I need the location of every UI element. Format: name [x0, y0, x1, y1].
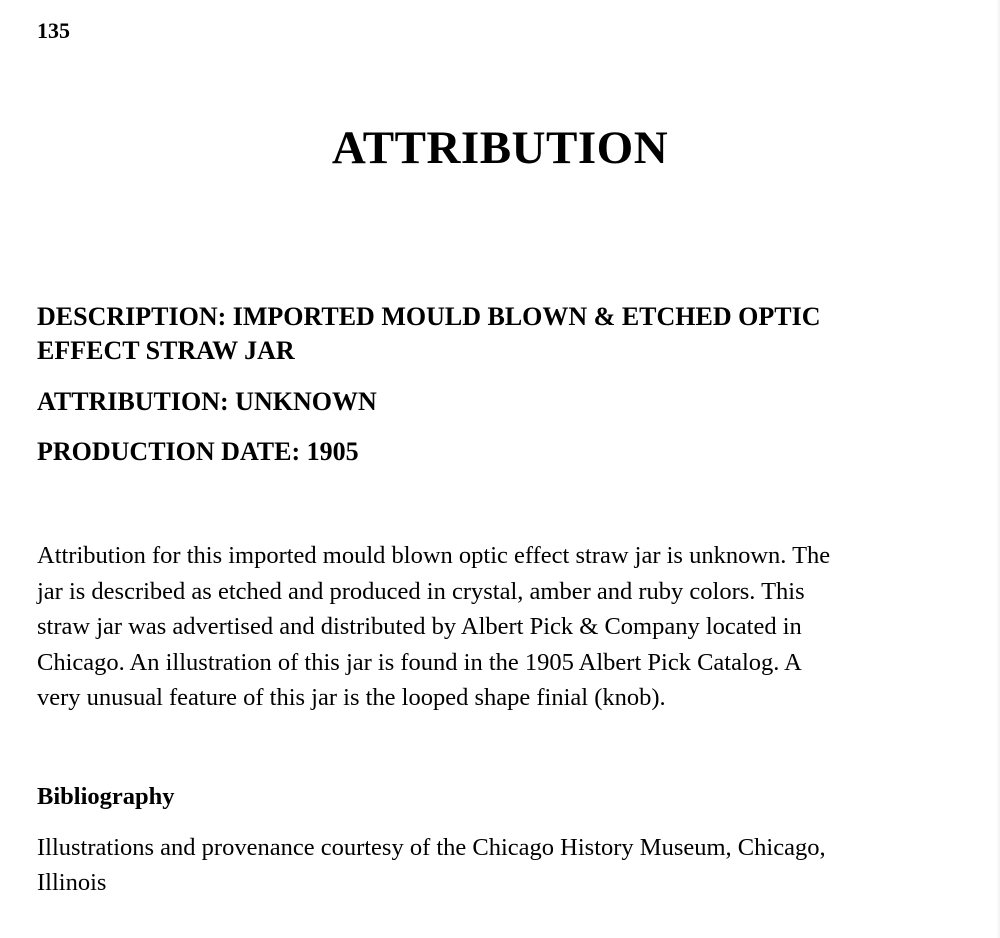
bibliography-text: [37, 830, 977, 900]
body-line: Chicago. An illustration of this jar is found in the 1905 Albert Pick Catalog. A: [37, 648, 802, 676]
body-line: straw jar was advertised and distributed by Albert Pick & Company located in: [37, 613, 802, 640]
body-line: very unusual feature of this jar is the looped shape finial (knob).: [37, 684, 666, 711]
description-line: EFFECT STRAW JAR: [37, 336, 295, 365]
bibliography-heading: Bibliography: [37, 783, 175, 810]
bibliography-line: Illinois: [37, 869, 107, 896]
page-title: ATTRIBUTION: [331, 122, 669, 174]
production-date-field: PRODUCTION DATE: 1905: [37, 437, 359, 466]
body-paragraph: [37, 538, 977, 716]
body-line: Attribution for this imported mould blown optic effect straw jar is unknown. The: [37, 542, 831, 569]
page-number: 135: [37, 18, 70, 43]
description-field: [37, 300, 937, 368]
bibliography-line: Illustrations and provenance courtesy of the Chicago History Museum, Chicago,: [37, 834, 826, 861]
description-line: DESCRIPTION: IMPORTED MOULD BLOWN & ETCHED OPTIC: [37, 302, 821, 331]
attribution-field: ATTRIBUTION: UNKNOWN: [37, 387, 377, 416]
body-line: jar is described as etched and produced in crystal, amber and ruby colors. This: [37, 577, 805, 605]
page-edge: [996, 0, 1000, 938]
